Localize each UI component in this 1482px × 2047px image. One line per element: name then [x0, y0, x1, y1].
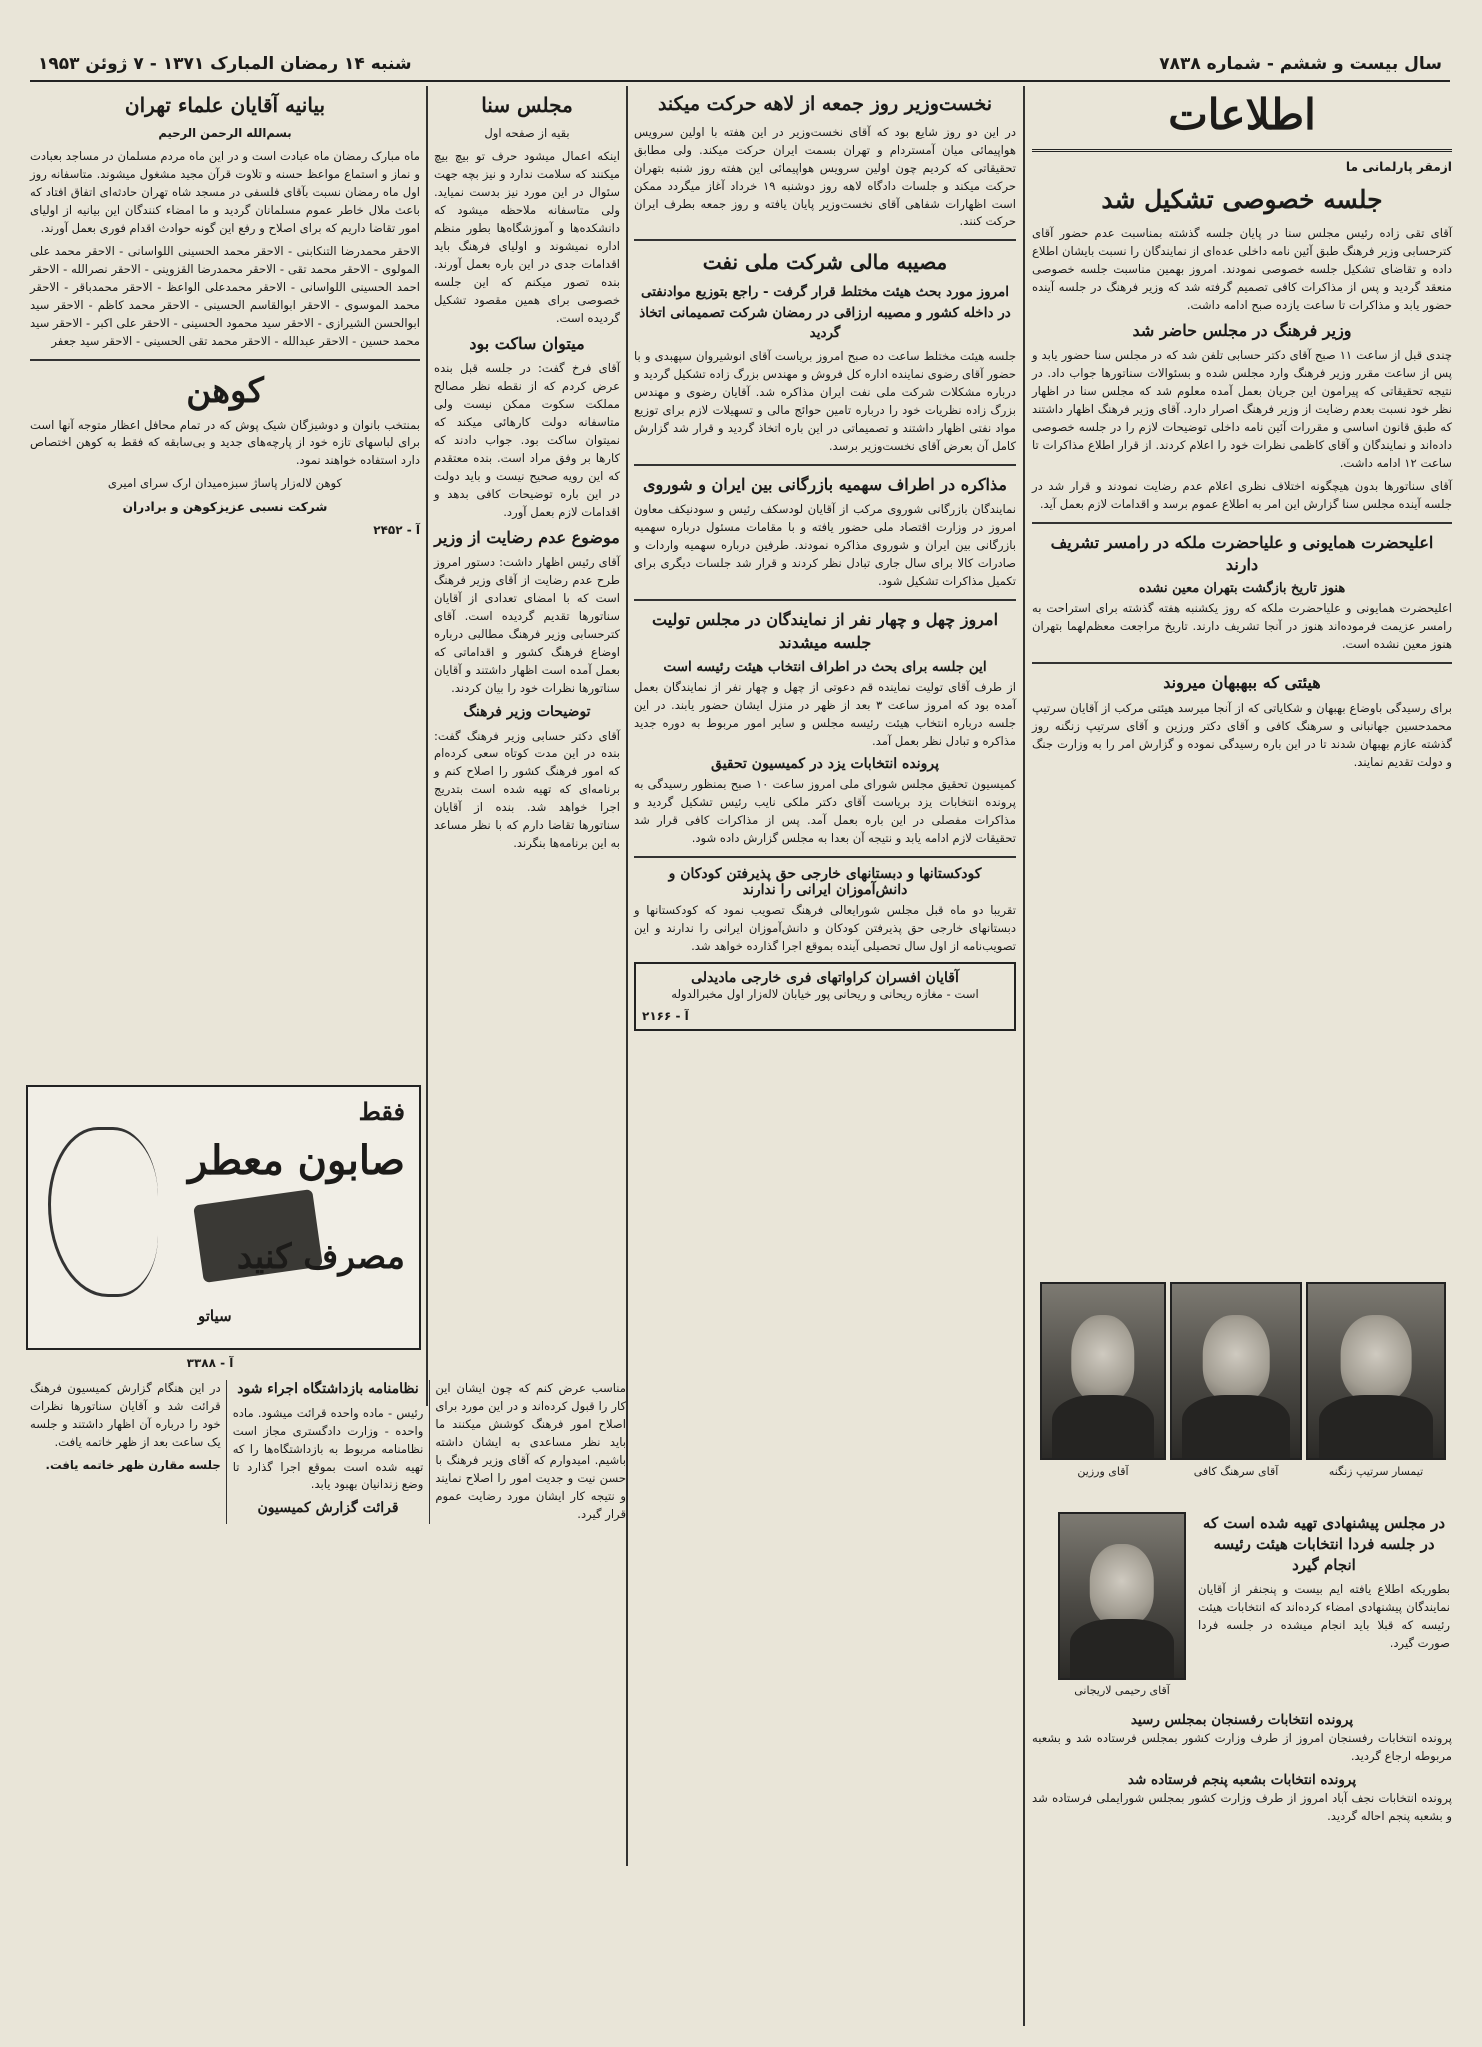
column-rule — [426, 86, 428, 1406]
article-body: آقای تقی زاده رئیس مجلس سنا در پایان جلسه گذشته بمناسبت عدم حضور آقای کترحسابی وزیر فرهنگ طبق آئین نامه داخلی عده‌ای از نمایندگان را نسبت بایشان اطلاع داده و تقاضای تشکیل جلسه خصوصی نمودند. امروز بهمین مناسبت جلسه خصوصی منعقد گردید و پس از مذاکرات کافی تصمیم گرفته شد که وزیر فرهنگ در جلسه آینده حضور یابد و مذاکرات تا ساعت یازده صبح ادامه داشت. — [1032, 225, 1452, 312]
soap-brand: سیاتو — [198, 1307, 232, 1325]
article-body: آقای فرخ گفت: در جلسه قبل بنده عرض کردم که از نقطه نظر مصالح مملکت سکوت ممکن نیست ولی متاسفانه دولت کارهائی میکند که نمیتوان ساکت بود. جواب دادند که کارها بر وفق مراد است. بنده معتقدم که این رویه صحیح نیست و باید دولت در این باره توضیحات کافی بدهد و اقدامات لازم بعمل آورد. — [434, 361, 620, 519]
kicker: ازمقر پارلمانی ما — [1345, 160, 1452, 174]
soap-ad-text: مصرف کنید — [236, 1237, 405, 1277]
kohan-ad-contact: کوهن لاله‌زار پاساژ سبزه‌میدان ارک سرای امیری — [107, 476, 343, 491]
issue-number: سال بیست و ششم - شماره ۷۸۳۸ — [1159, 54, 1442, 74]
article-body: از طرف آقای تولیت نماینده قم دعوتی از چهل و چهار نفر از نمایندگان بعمل آمده بود که امروز ساعت ۳ بعد از ظهر در منزل ایشان حضور یابند. در این جلسه درباره انتخاب هیئت رئیسه مجلس و سایر امور مربوط به دوره جدید مذاکره و تبادل نظر بعمل آمد. — [634, 680, 1016, 748]
portrait-photo — [1058, 1512, 1186, 1680]
headline-minister: وزیر فرهنگ در مجلس حاضر شد — [1132, 320, 1352, 340]
center-right-column — [634, 86, 1016, 1031]
woman-illustration-icon — [48, 1127, 158, 1297]
ad-number: آ - ۳۳۸۸ — [186, 1356, 234, 1370]
headline-schools: کودکستانها و دبستانهای خارجی حق پذیرفتن کودکان و دانش‌آموزان ایرانی را ندارند — [668, 865, 982, 898]
left-column — [30, 86, 420, 537]
headline-file: پرونده انتخابات رفسنجان بمجلس رسید — [1130, 1712, 1354, 1728]
tie-ad — [634, 962, 1016, 1031]
headline-detention: نظامنامه بازداشتگاه اجراء شود — [237, 1381, 419, 1397]
photo-caption: آقای سرهنگ کافی — [1193, 1465, 1279, 1478]
headline-silence: میتوان ساکت بود — [469, 333, 585, 353]
soap-ad-text: فقط — [358, 1097, 405, 1126]
headline-trade: مذاکره در اطراف سهمیه بازرگانی بین ایران و شوروی — [643, 475, 1007, 495]
article-body: مناسب عرض کنم که چون ایشان این کار را قبول کرده‌اند و در این مورد برای اصلاح امور فرهنگ کوشش میکنند ما باید نظر مساعدی به ایشان داشته باشیم. امیدوارم که آقای وزیر فرهنگ با حسن نیت و جدیت امور را اصلاح نمایند و نتیجه کار ایشان مورد رضایت عموم قرار گیرد. — [435, 1381, 626, 1521]
portrait-photo — [1040, 1282, 1166, 1460]
article-body: ماه مبارک رمضان ماه عبادت است و در این ماه مردم مسلمان در مساجد بعبادت و نماز و استماع مواعظ حسنه و تلاوت قرآن مجید مشغول میشوند. متاسفانه روز اول ماه رمضان نسبت بآقای فلسفی در مسجد شاه تهران حادثه‌ای اتفاق افتاد که باعث ملال خاطر عموم مسلمانان گردید و ما امضاء کنندگان این بیانیه از اولیای امور تقاضا داریم که برای اصلاح و رفع این گونه حوادث اقدام فوری بعمل آورند. — [30, 148, 420, 235]
bottom-left-block — [30, 1380, 626, 1524]
photo-caption: آقای رحیمی لاریجانی — [1074, 1684, 1170, 1697]
kohan-ad-body: بمنتخب بانوان و دوشیزگان شیک پوش که در تمام محافل اعظار متوجه آنها است برای لباسهای تازه خود از پارچه‌های جدید و بی‌سابقه که فقط به کوهن اختصاص دارد استفاده خواهند نمود. — [30, 417, 420, 468]
article-body: آقای سناتورها بدون هیچگونه اختلاف نظری اعلام عدم رضایت نمودند و قرار شد در جلسه آینده مجلس سنا گزارش این امر به اطلاع عموم برسد و اقدامات لازم بعمل آید. — [1032, 478, 1452, 511]
issue-date: شنبه ۱۴ رمضان المبارک ۱۳۷۱ - ۷ ژوئن ۱۹۵۳ — [38, 54, 412, 74]
article-body: در این دو روز شایع بود که آقای نخست‌وزیر در این هفته با اولین سرویس هواپیمائی میان آمستردام و تهران بسمت ایران حرکت میکند. ولی مطابق تحقیقاتی که کردیم چون اولین سرویس هواپیمائی این هفته روز شنبه بتهران حرکت میکند و جلسات دادگاه لاهه روز دوشنبه ۱۹ خرداد آغاز میگردد ممکن است اظهارات شفاهی آقای نخست‌وزیر پایان یافته و روز جمعه بطرف ایران حرکت کنند. — [634, 124, 1017, 229]
kohan-ad-title: کوهن — [186, 370, 264, 411]
article-body: اینکه اعمال میشود حرف تو بیچ بیچ میکنند که سلامت ندارد و نیز بچه جهت سئوال در این مورد نیز بدست نمیاید. ولی متاسفانه ملاحظه میشود که دانشکده‌ها و آموزشگاه‌ها بطور منظم اداره نمیشوند و اولیای فرهنگ باید اقدامات جدی در این باره بعمل آورند. بنده تصور میکنم که این جلسه خصوصی برای همین مقصود تشکیل گردیده است. — [434, 148, 620, 325]
article-body: نمایندگان بازرگانی شوروی مرکب از آقایان لودسکف رئیس و سودنیکف معاون امروز در وزارت اقتصاد ملی حضور یافته و با مقامات مسئول درباره سهمیه بازرگانی بین ایران و شوروی مذاکره نمودند. طرفین درباره سهمیه واردات و صادرات کالا برای سال جاری تبادل نظر کردند و قرار شد جلسات دیگری برای تکمیل مذاکرات تشکیل شود. — [634, 502, 1016, 589]
ad-body: است - مغازه ریحانی و ریحانی پور خیابان لاله‌زار اول مخبرالدوله — [671, 986, 979, 1001]
article-body: جلسه هیئت مختلط ساعت ده صبح امروز بریاست آقای انوشیروان سپهبدی و با حضور آقای رضوی نماینده اداره کل فروش و مهندس بزرگ زاده تشکیل گردید و درباره مشکلات شرکت ملی نفت ایران مذاکره شد. آقایان رضوی و مهندس بزرگ زاده نظریات خود را درباره تامین حوائج مالی و تسهیلات لازم برای توزیع مواد نفتی اظهار داشتند و تصمیماتی در این باره اتخاذ گردید و قرار شد گزارش کامل آن بعرض آقای نخست‌وزیر برسد. — [634, 349, 1016, 454]
basmala: بسم‌الله الرحمن الرحیم — [158, 126, 292, 140]
headline-private-session: جلسه خصوصی تشکیل شد — [1101, 184, 1383, 214]
headline-clergy: بیانیه آقایان علماء تهران — [124, 93, 326, 117]
headline-prime-minister: نخست‌وزیر روز جمعه از لاهه حرکت میکند — [657, 93, 993, 115]
ad-headline: آقایان افسران کراواتهای فری خارجی مادیدلی — [691, 969, 959, 986]
article-body: پرونده انتخابات نجف آباد امروز از طرف وزارت کشور بمجلس شورایملی فرستاده شد و بشعبه پنجم احاله گردید. — [1032, 1790, 1452, 1823]
article-body: آقای دکتر حسابی وزیر فرهنگ گفت: بنده در این مدت کوتاه سعی کرده‌ام که امور فرهنگ کشور را اصلاح کنم و برنامه‌ای که تهیه شده است بتدریج اجرا خواهد شد. بنده از آقایان سناتورها تقاضا دارم که با نظر مساعد به این برنامه‌ها بنگرند. — [434, 728, 620, 851]
soap-ad-headline: صابون معطر — [188, 1137, 405, 1184]
divider — [634, 464, 1016, 466]
article-body: در این هنگام گزارش کمیسیون فرهنگ قرائت شد و آقایان سناتورها نظرات خود را درباره آن اظهار داشتند و جلسه یک ساعت بعد از ظهر خاتمه یافت. — [30, 1381, 221, 1449]
headline-royal: اعلیحضرت همایونی و علیاحضرت ملکه در رامسر تشریف دارند — [1050, 532, 1434, 574]
divider — [1032, 662, 1452, 664]
signatories: الاحقر محمدرضا التنکابنی - الاحقر محمد الحسینی اللواسانی - الاحقر محمد علی المولوی - الاحقر محمد تقی - الاحقر محمدرضا القزوینی - الاحقر نصرالله - الاحقر احمد الحسینی اللواسانی - الاحقر محمدعلی الواعظ - الاحقر محمدباقر - الاحقر محمد الموسوی - الاحقر ابوالقاسم الحسینی - الاحقر محمد کاظم - الاحقر سید ابوالحسن الشیرازی - الاحقر سید محمود الحسینی - الاحقر علی اکبر - الاحقر سید محمد حسین - الاحقر عبدالله - الاحقر محمد تقی الحسینی - الاحقر سید جعفر — [30, 243, 420, 348]
headline-oil-company: مصیبه مالی شرکت ملی نفت — [702, 250, 948, 275]
article-body: برای رسیدگی باوضاع بهبهان و شکایاتی که از آنجا میرسد هیئتی مرکب از آقایان سرتیپ محمدحسین جهانبانی و سرهنگ کافی و آقای دکتر ورزین و آقای سرتیپ زنگنه روز گذشته عازم بهبهان شدند تا در این باره رسیدگی نموده و گزارش امر را به وزارت جنگ و دولت تقدیم نمایند. — [1032, 700, 1452, 769]
headline-clarify: توضیحات وزیر فرهنگ — [463, 703, 591, 720]
article-body: چندی قبل از ساعت ۱۱ صبح آقای دکتر حسابی تلفن شد که در مجلس سنا حضور یابد و پس از ساعت مقرر وزیر فرهنگ وارد مجلس شده و بسئوالات سناتورها جواب داد. در نتیجه تحقیقاتی که پیرامون این جریان بعمل آمده معلوم شد که مجلس سنا در اظهار نظر خود نسبت بعدم رضایت از وزیر فرهنگ اصرار دارد. آقای وزیر فرهنگ اظهار داشتند که طبق قانون اساسی و مقررات آئین نامه داخلی توضیحات لازم را در جلسه خصوصی داده‌اند و نمایندگان و آقای کاظمی نظرات خود را اعلام کردند. از قرار اطلاع مذاکرات تا ساعت ۱۲ ادامه داشت. — [1032, 347, 1452, 470]
headline-file2: پرونده انتخابات بشعبه پنجم فرستاده شد — [1127, 1771, 1357, 1788]
subhead-oil: امروز مورد بحث هیئت مختلط قرار گرفت - راجع بتوزیع موادنفتی در داخله کشور و مصیبه ارزاقی در رمضان شرکت تصمیمانی اتخاذ گردید — [639, 284, 1011, 341]
headline-behbahan: هیئتی که ببهبهان میروند — [1163, 673, 1321, 693]
masthead: اطلاعات — [1032, 84, 1452, 152]
portrait-photo — [1306, 1282, 1446, 1460]
divider — [634, 239, 1016, 241]
column-rule — [1023, 86, 1025, 2026]
article-body: اعلیحضرت همایونی و علیاحضرت ملکه که روز یکشنبه هفته گذشته برای استراحت به رامسر عزیمت فرموده‌اند هنوز در آنجا تشریف دارند. تاریخ مراجعت معظم‌لهما بتهران هنوز معین نشده است. — [1032, 601, 1452, 652]
subhead-deputies: این جلسه برای بحث در اطراف انتخاب هیئت رئیسه است — [663, 659, 987, 676]
divider — [1032, 522, 1452, 524]
headline-committee: در مجلس پیشنهادی تهیه شده است که در جلسه فردا انتخابات هیئت رئیسه انجام گیرد — [1202, 1514, 1446, 1574]
headline-report: قرائت گزارش کمیسیون — [257, 1500, 399, 1517]
headline-inquiry: پرونده انتخابات یزد در کمیسیون تحقیق — [711, 755, 939, 772]
photo-caption: آقای ورزین — [1077, 1465, 1129, 1478]
divider — [634, 856, 1016, 858]
article-body: کمیسیون تحقیق مجلس شورای ملی امروز ساعت ۱۰ صبح بمنظور رسیدگی به پرونده انتخابات یزد بریاست آقای دکتر ملکی نایب رئیس تشکیل گردید و مذاکرات مفصلی در این باره بعمل آمد. پس از مذاکرات کافی قرار شد تحقیقات لازم ادامه یابد و نتیجه آن بعدا به مجلس گزارش داده شود. — [634, 776, 1016, 845]
divider — [30, 359, 420, 361]
column-rule — [626, 86, 628, 1866]
article-body: رئیس - ماده واحده قرائت میشود. ماده واحده - وزارت دادگستری مجاز است نظامنامه مربوط به بازداشتگاه‌ها را که تهیه شده است بموقع اجرا گذارد تا وضع زندانیان بهبود یابد. — [232, 1405, 424, 1492]
closing-note: جلسه مقارن ظهر خاتمه یافت. — [45, 1457, 221, 1472]
right-column — [1032, 84, 1452, 777]
center-left-column — [434, 86, 620, 858]
divider — [634, 599, 1016, 601]
ad-number: آ - ۲۱۶۶ — [642, 1008, 689, 1023]
ad-number: آ - ۲۴۵۲ — [373, 523, 420, 538]
continued-note: بقیه از صفحه اول — [484, 126, 570, 140]
soap-ad — [26, 1085, 421, 1350]
date-bar — [30, 52, 1450, 82]
article-body: آقای رئیس اظهار داشت: دستور امروز طرح عدم رضایت از آقای وزیر فرهنگ است که با امضای تعدادی از آقایان سناتورها تقدیم گردیده است. آقای کترحسابی وزیر فرهنگ مطالبی درباره اوضاع فرهنگ کشور و اقداماتی که بعمل آمده است اظهار داشتند و آقایان سناتورها نظرات خود را بیان کردند. — [434, 555, 620, 695]
headline-deputies: امروز چهل و چهار نفر از نمایندگان در مجلس تولیت جلسه میشدند — [651, 610, 999, 652]
subhead-royal: هنوز تاریخ بازگشت بتهران معین نشده — [1138, 581, 1346, 597]
portrait-photo — [1170, 1282, 1302, 1460]
article-body: بطوریکه اطلاع یافته ایم بیست و پنجنفر از آقایان نمایندگان پیشنهادی امضاء کرده‌اند که انتخابات هیئت رئیسه که قبلا باید انجام میشده در جلسه فردا صورت گیرد. — [1198, 1582, 1450, 1650]
kohan-ad-company: شرکت نسبی عزیزکوهن و برادران — [122, 500, 328, 515]
committee-article — [1198, 1508, 1450, 1658]
files-article — [1032, 1706, 1452, 1831]
headline-senate: مجلس سنا — [481, 93, 573, 117]
article-body: پرونده انتخابات رفسنجان امروز از طرف وزارت کشور بمجلس فرستاده شد و بشعبه مربوطه ارجاع گردید. — [1032, 1731, 1452, 1763]
article-body: تقریبا دو ماه قبل مجلس شورایعالی فرهنگ تصویب نمود که کودکستانها و دبستانهای خارجی حق پذیرفتن کودکان و دانش‌آموزان ایرانی را ندارند و این تصویب‌نامه از اول سال تحصیلی آینده بموقع اجرا گذارده خواهد شد. — [634, 902, 1016, 953]
photo-caption: تیمسار سرتیپ زنگنه — [1328, 1465, 1424, 1478]
headline-topic: موضوع عدم رضایت از وزیر — [434, 527, 620, 547]
